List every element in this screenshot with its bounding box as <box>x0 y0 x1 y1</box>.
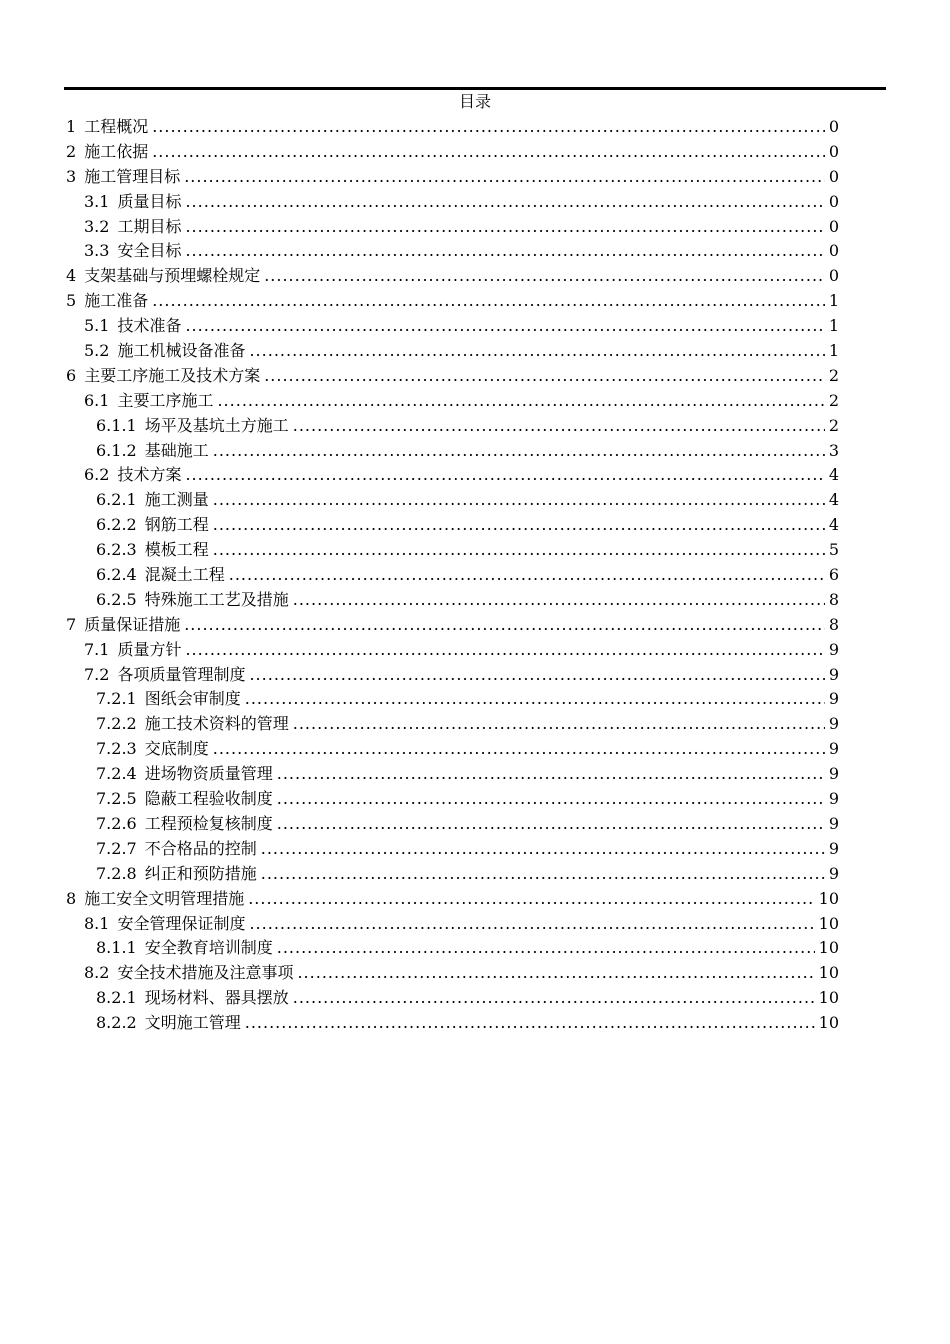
toc-entry-title: 隐蔽工程验收制度 <box>144 789 273 809</box>
toc-entry-number: 8.1 <box>84 913 110 933</box>
toc-entry-page: 0 <box>828 166 839 186</box>
toc-entry-title: 主要工序施工及技术方案 <box>84 365 261 385</box>
toc-dot-leader <box>185 215 824 240</box>
toc-entry-title: 施工依据 <box>84 141 149 161</box>
toc-entry[interactable] <box>66 414 839 439</box>
toc-entry-number: 8 <box>66 888 77 908</box>
toc-entry-page: 9 <box>828 689 839 709</box>
toc-title: 目录 <box>458 92 491 111</box>
toc-dot-leader <box>293 986 815 1011</box>
toc-entry-page: 4 <box>828 465 839 485</box>
toc-entry-number: 8.2.1 <box>96 988 137 1008</box>
toc-entry-page: 2 <box>828 415 839 435</box>
toc-entry-title: 纠正和预防措施 <box>144 863 257 883</box>
toc-entry-number: 6.2.4 <box>96 565 137 585</box>
toc-entry[interactable] <box>66 538 839 563</box>
toc-entry[interactable] <box>66 663 839 688</box>
toc-entry[interactable] <box>66 638 839 663</box>
toc-entry[interactable] <box>66 563 839 588</box>
toc-entry[interactable] <box>66 787 839 812</box>
toc-entry-number: 7.2 <box>84 664 110 684</box>
toc-entry-page: 3 <box>828 440 839 460</box>
toc-entry-title: 工程预检复核制度 <box>144 813 273 833</box>
toc-entry-number: 6.1.2 <box>96 440 137 460</box>
toc-entry-page: 4 <box>828 490 839 510</box>
toc-entry-number: 3.2 <box>84 216 110 236</box>
toc-entry[interactable] <box>66 389 839 414</box>
toc-dot-leader <box>184 613 825 638</box>
toc-dot-leader <box>185 463 824 488</box>
toc-entry-page: 0 <box>828 117 839 136</box>
toc-entry-number: 7.2.4 <box>96 764 137 784</box>
toc-entry-page: 10 <box>818 963 839 983</box>
toc-entry-number: 7.2.6 <box>96 813 137 833</box>
toc-entry[interactable] <box>66 463 839 488</box>
toc-dot-leader <box>277 936 815 961</box>
toc-entry-title: 场平及基坑土方施工 <box>144 415 289 435</box>
toc-entry[interactable] <box>66 837 839 862</box>
toc-dot-leader <box>185 239 824 264</box>
toc-entry[interactable] <box>66 737 839 762</box>
toc-dot-leader <box>264 364 825 389</box>
toc-entry-title: 进场物资质量管理 <box>144 764 273 784</box>
toc-entry-number: 7.2.5 <box>96 789 137 809</box>
toc-entry[interactable] <box>66 239 839 264</box>
toc-entry[interactable] <box>66 190 839 215</box>
toc-entry[interactable] <box>66 613 839 638</box>
toc-entry-title: 施工管理目标 <box>84 166 181 186</box>
toc-entry-title: 技术准备 <box>117 316 182 336</box>
toc-entry-number: 7 <box>66 614 77 634</box>
toc-entry-page: 1 <box>828 316 839 336</box>
toc-entry-page: 9 <box>828 664 839 684</box>
toc-entry-title: 安全管理保证制度 <box>117 913 246 933</box>
toc-entry-number: 8.2 <box>84 963 110 983</box>
toc-entry-title: 模板工程 <box>144 540 209 560</box>
toc-dot-leader <box>261 862 825 887</box>
toc-entry-number: 2 <box>66 141 77 161</box>
toc-entry-number: 6.2 <box>84 465 110 485</box>
table-of-contents <box>66 115 839 1036</box>
toc-entry-number: 7.2.8 <box>96 863 137 883</box>
toc-dot-leader <box>213 513 825 538</box>
toc-entry-page: 10 <box>818 938 839 958</box>
toc-entry-number: 6.2.1 <box>96 490 137 510</box>
toc-entry-title: 主要工序施工 <box>117 390 214 410</box>
toc-entry-number: 6 <box>66 365 77 385</box>
toc-entry[interactable] <box>66 364 839 389</box>
toc-dot-leader <box>245 1011 815 1036</box>
toc-entry-page: 0 <box>828 216 839 236</box>
toc-entry-number: 6.2.3 <box>96 540 137 560</box>
toc-entry-number: 7.2.1 <box>96 689 137 709</box>
toc-dot-leader <box>229 563 825 588</box>
toc-entry-number: 1 <box>66 117 77 136</box>
toc-entry[interactable] <box>66 588 839 613</box>
toc-dot-leader <box>277 787 825 812</box>
toc-dot-leader <box>249 339 824 364</box>
toc-entry[interactable] <box>66 439 839 464</box>
toc-entry-number: 6.2.5 <box>96 589 137 609</box>
toc-entry-number: 3.1 <box>84 191 110 211</box>
toc-entry-title: 图纸会审制度 <box>144 689 241 709</box>
toc-entry-title: 文明施工管理 <box>144 1013 241 1033</box>
toc-entry-title: 不合格品的控制 <box>144 838 257 858</box>
toc-entry-page: 9 <box>828 639 839 659</box>
toc-entry-page: 2 <box>828 390 839 410</box>
toc-entry-page: 10 <box>818 988 839 1008</box>
toc-entry-title: 施工技术资料的管理 <box>144 714 289 734</box>
toc-entry-number: 6.1.1 <box>96 415 137 435</box>
toc-dot-leader <box>152 115 825 140</box>
toc-entry-page: 8 <box>828 589 839 609</box>
toc-dot-leader <box>277 762 825 787</box>
toc-entry[interactable] <box>66 986 839 1011</box>
toc-entry[interactable] <box>66 140 839 165</box>
toc-entry-title: 各项质量管理制度 <box>117 664 246 684</box>
toc-dot-leader <box>213 737 825 762</box>
toc-entry-number: 7.2.3 <box>96 739 137 759</box>
toc-entry[interactable] <box>66 215 839 240</box>
toc-entry-number: 8.1.1 <box>96 938 137 958</box>
toc-entry[interactable] <box>66 314 839 339</box>
toc-entry-title: 施工安全文明管理措施 <box>84 888 245 908</box>
toc-entry[interactable] <box>66 936 839 961</box>
toc-dot-leader <box>184 165 825 190</box>
toc-entry-title: 现场材料、器具摆放 <box>144 988 289 1008</box>
toc-entry-title: 基础施工 <box>144 440 209 460</box>
toc-dot-leader <box>293 712 825 737</box>
toc-entry[interactable] <box>66 812 839 837</box>
toc-entry-title: 施工机械设备准备 <box>117 341 246 361</box>
toc-entry[interactable] <box>66 961 839 986</box>
toc-dot-leader <box>245 687 825 712</box>
toc-entry[interactable] <box>66 762 839 787</box>
toc-entry-page: 10 <box>818 913 839 933</box>
toc-entry-number: 3 <box>66 166 77 186</box>
toc-entry-title: 特殊施工工艺及措施 <box>144 589 289 609</box>
toc-entry-page: 1 <box>828 291 839 311</box>
toc-entry-page: 9 <box>828 739 839 759</box>
toc-entry-number: 4 <box>66 266 77 286</box>
toc-entry-page: 2 <box>828 365 839 385</box>
toc-entry-page: 0 <box>828 191 839 211</box>
toc-dot-leader <box>217 389 824 414</box>
toc-entry[interactable] <box>66 264 839 289</box>
toc-entry-title: 技术方案 <box>117 465 182 485</box>
toc-dot-leader <box>185 638 824 663</box>
toc-dot-leader <box>293 588 825 613</box>
toc-entry-page: 9 <box>828 813 839 833</box>
toc-entry-number: 6.1 <box>84 390 110 410</box>
toc-dot-leader <box>213 538 825 563</box>
toc-dot-leader <box>248 887 814 912</box>
toc-entry[interactable] <box>66 488 839 513</box>
toc-dot-leader <box>213 439 825 464</box>
header-rule <box>64 87 886 90</box>
toc-entry[interactable] <box>66 912 839 937</box>
toc-entry[interactable] <box>66 339 839 364</box>
toc-entry-number: 7.2.7 <box>96 838 137 858</box>
toc-entry-title: 混凝土工程 <box>144 565 225 585</box>
toc-entry-number: 7.2.2 <box>96 714 137 734</box>
toc-entry[interactable] <box>66 165 839 190</box>
toc-entry-page: 1 <box>828 341 839 361</box>
toc-dot-leader <box>152 289 825 314</box>
toc-entry-page: 9 <box>828 863 839 883</box>
toc-entry-number: 8.2.2 <box>96 1013 137 1033</box>
toc-entry-title: 安全教育培训制度 <box>144 938 273 958</box>
toc-dot-leader <box>185 314 824 339</box>
toc-entry-page: 4 <box>828 515 839 535</box>
toc-entry-page: 9 <box>828 714 839 734</box>
toc-dot-leader <box>152 140 825 165</box>
toc-dot-leader <box>277 812 825 837</box>
toc-dot-leader <box>297 961 814 986</box>
toc-entry-number: 5.1 <box>84 316 110 336</box>
toc-entry-page: 6 <box>828 565 839 585</box>
toc-dot-leader <box>264 264 825 289</box>
toc-entry[interactable] <box>66 513 839 538</box>
toc-entry-number: 7.1 <box>84 639 110 659</box>
toc-entry-title: 钢筋工程 <box>144 515 209 535</box>
toc-entry-page: 9 <box>828 764 839 784</box>
toc-entry-page: 5 <box>828 540 839 560</box>
toc-entry-page: 0 <box>828 266 839 286</box>
toc-entry-page: 9 <box>828 838 839 858</box>
toc-entry-title: 质量方针 <box>117 639 182 659</box>
toc-entry-title: 质量保证措施 <box>84 614 181 634</box>
toc-entry[interactable] <box>66 712 839 737</box>
toc-entry-title: 工程概况 <box>84 117 149 136</box>
toc-entry-number: 5.2 <box>84 341 110 361</box>
toc-entry-number: 3.3 <box>84 241 110 261</box>
toc-entry[interactable] <box>66 687 839 712</box>
toc-entry-page: 9 <box>828 789 839 809</box>
toc-entry-title: 安全目标 <box>117 241 182 261</box>
toc-dot-leader <box>213 488 825 513</box>
toc-entry-title: 安全技术措施及注意事项 <box>117 963 294 983</box>
toc-entry[interactable] <box>66 862 839 887</box>
toc-dot-leader <box>249 663 824 688</box>
toc-entry-number: 5 <box>66 291 77 311</box>
toc-entry[interactable] <box>66 289 839 314</box>
toc-entry-title: 工期目标 <box>117 216 182 236</box>
toc-entry-title: 交底制度 <box>144 739 209 759</box>
toc-entry[interactable] <box>66 887 839 912</box>
toc-entry-title: 支架基础与预埋螺栓规定 <box>84 266 261 286</box>
toc-dot-leader <box>261 837 825 862</box>
toc-entry-number: 6.2.2 <box>96 515 137 535</box>
toc-entry-page: 0 <box>828 141 839 161</box>
toc-entry-page: 10 <box>818 888 839 908</box>
toc-entry[interactable] <box>66 1011 839 1036</box>
toc-entry-title: 质量目标 <box>117 191 182 211</box>
toc-entry-title: 施工准备 <box>84 291 149 311</box>
toc-entry-title: 施工测量 <box>144 490 209 510</box>
toc-entry-page: 8 <box>828 614 839 634</box>
toc-entry-page: 10 <box>818 1013 839 1033</box>
toc-dot-leader <box>185 190 824 215</box>
toc-entry-page: 0 <box>828 241 839 261</box>
toc-entry[interactable] <box>66 115 839 140</box>
toc-dot-leader <box>249 912 814 937</box>
toc-dot-leader <box>293 414 825 439</box>
